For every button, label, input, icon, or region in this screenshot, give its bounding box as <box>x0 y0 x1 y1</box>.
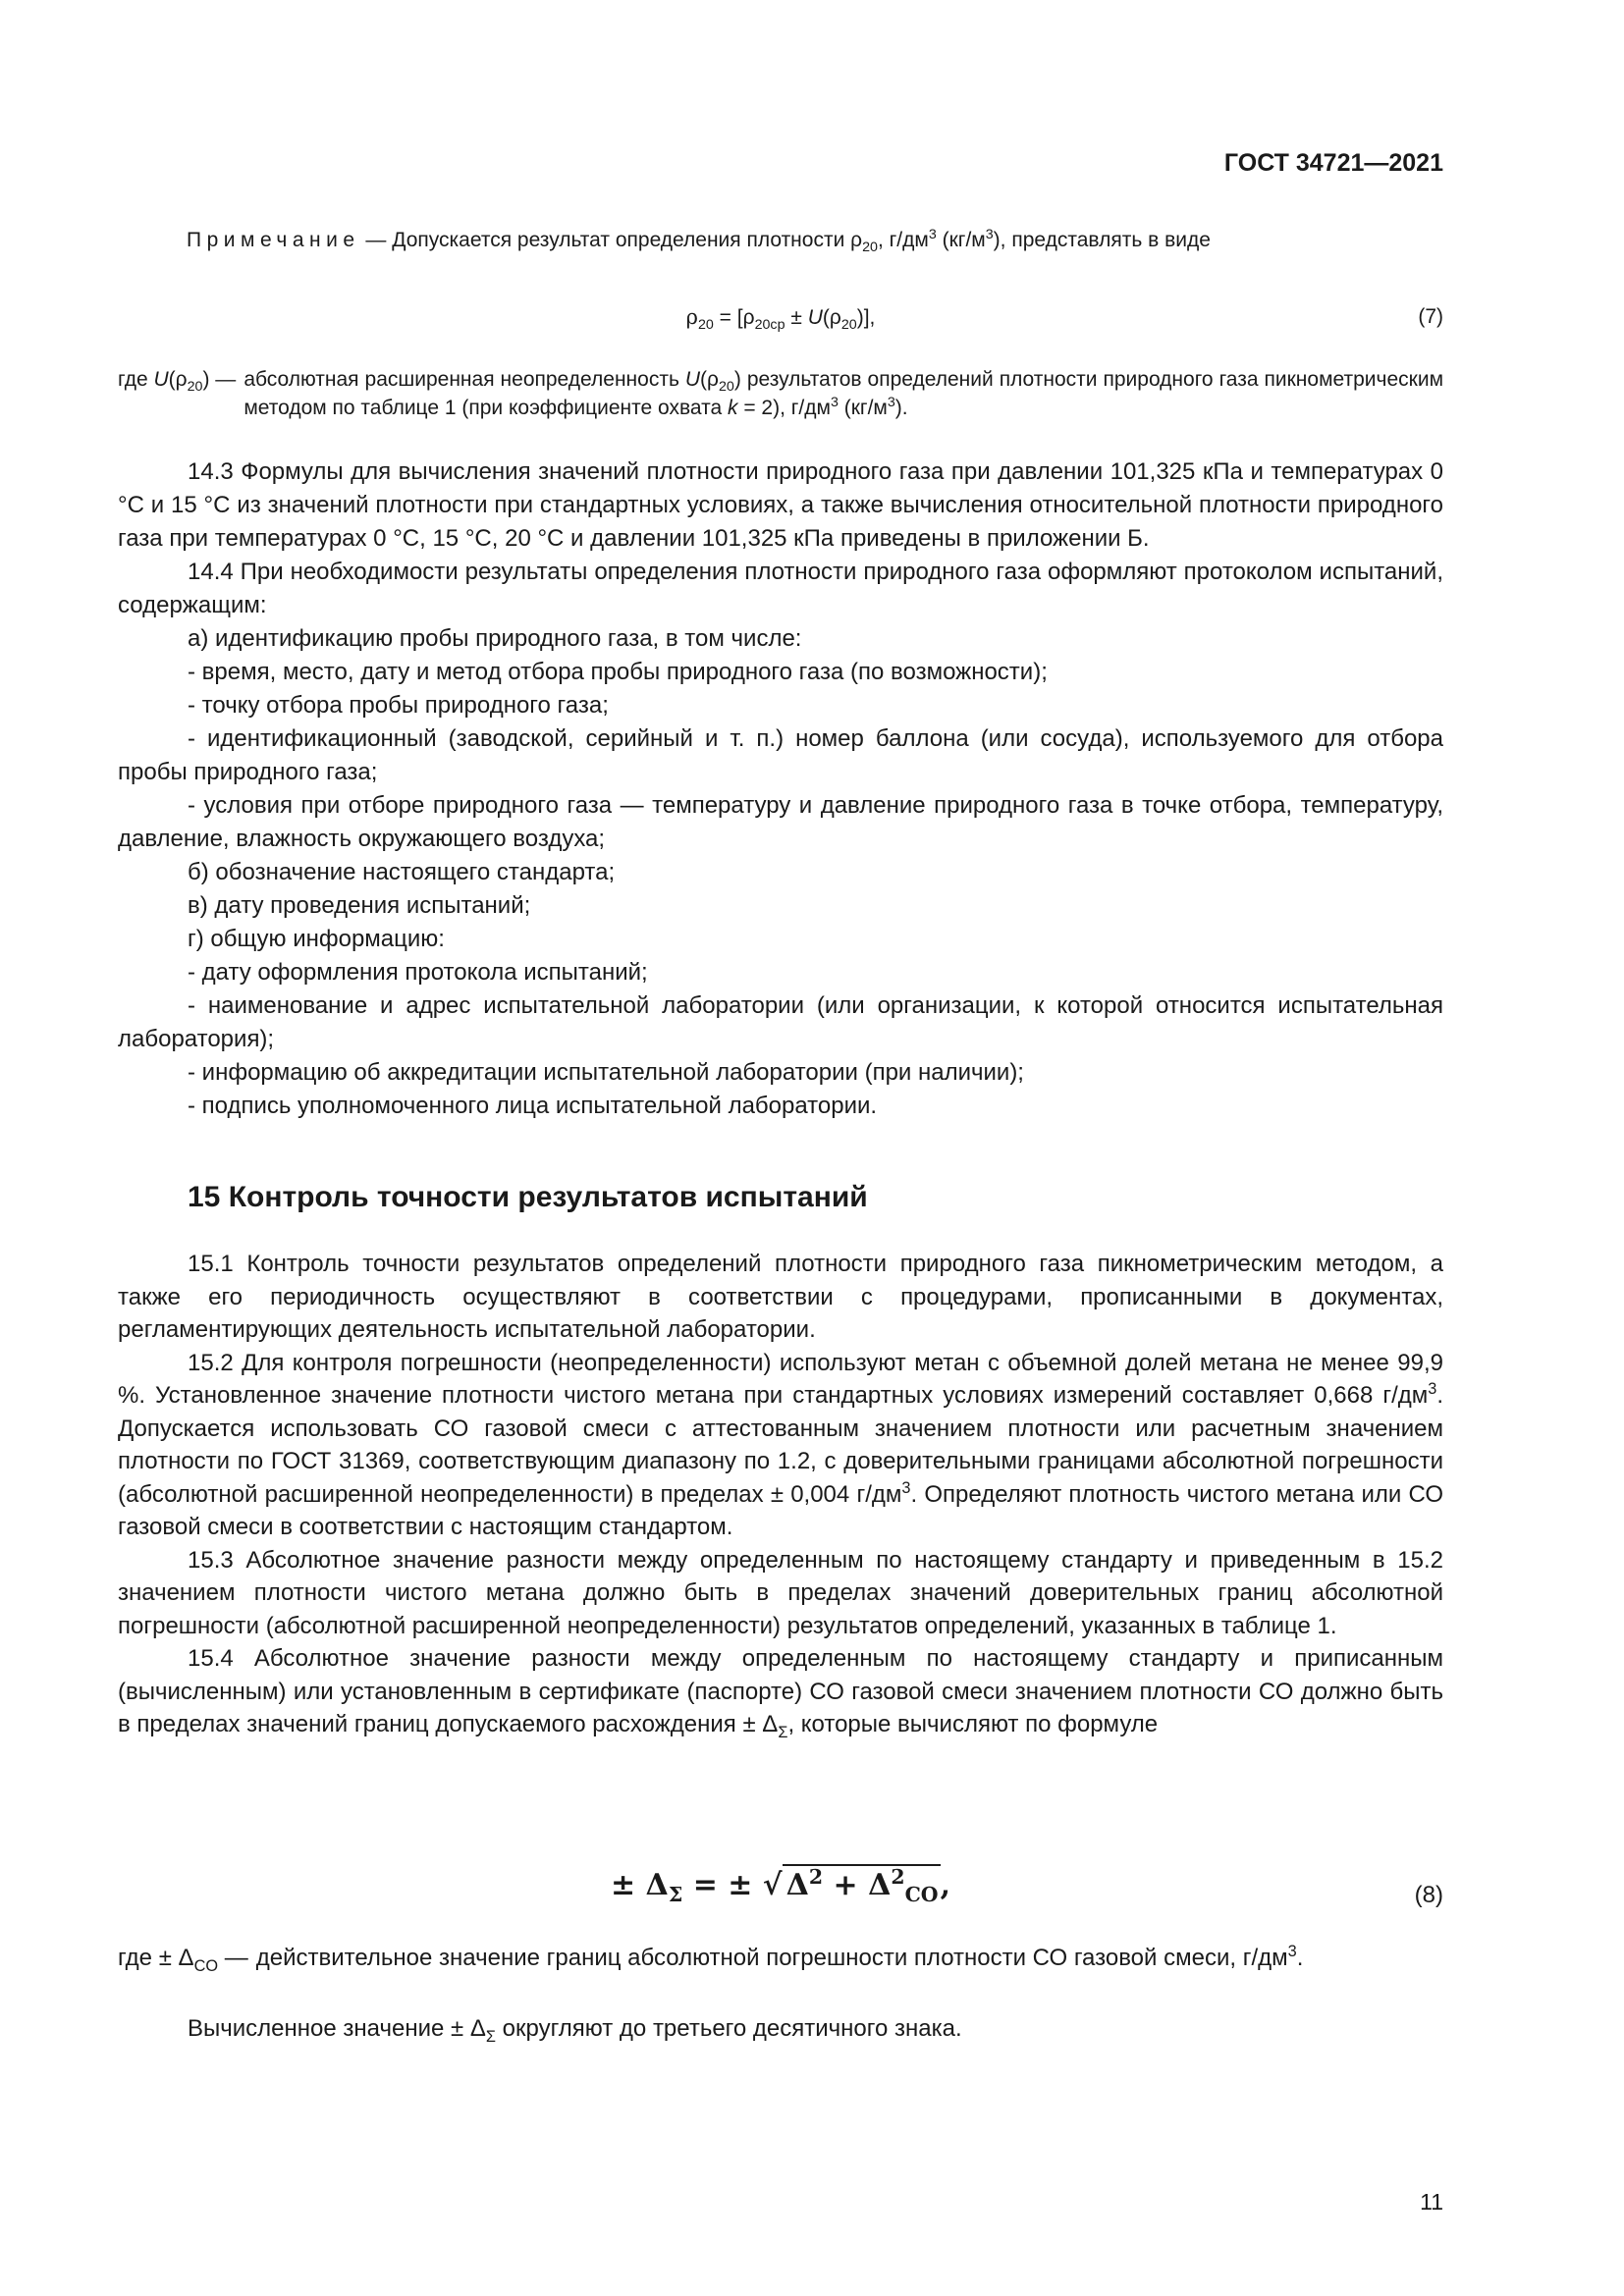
paragraph-14-3: 14.3 Формулы для вычисления значений плотности природного газа при давлении 101,325 кПа и температурах 0 °С и 15 °С из значений плотности при стандартных условиях, а также вычисления относительной плотности природного газа при температурах 0 °С, 15 °С, 20 °С и давлении 101,325 кПа приведены в приложении Б. <box>118 458 1443 552</box>
list-item: - дату оформления протокола испытаний; <box>188 959 648 986</box>
list-item: б) обозначение настоящего стандарта; <box>188 859 616 885</box>
where-explanation-delta-co <box>118 1942 1443 1974</box>
paragraph-14-4: 14.4 При необходимости результаты определения плотности природного газа оформляют протоколом испытаний, содержащим: <box>118 559 1443 618</box>
section-14-body <box>118 455 1443 1123</box>
list-item: в) дату проведения испытаний; <box>188 892 531 919</box>
list-item: - наименование и адрес испытательной лаборатории (или организации, к которой относится испытательная лаборатория); <box>118 992 1443 1052</box>
formula-7-number: (7) <box>1418 305 1443 328</box>
note-text-c: (кг/м <box>936 229 986 251</box>
list-item: - время, место, дату и метод отбора пробы природного газа (по возможности); <box>188 659 1048 685</box>
list-item: - подпись уполномоченного лица испытательной лаборатории. <box>188 1093 878 1119</box>
list-item: - идентификационный (заводской, серийный и т. п.) номер баллона (или сосуда), используемого для отбора пробы природного газа; <box>118 725 1443 785</box>
formula-8-expression: ± $\Delta_\Sigma$ = ± √ $\Delta^2 + \Delta^2_{CO}$, <box>610 1865 951 1906</box>
formula-7-expression: $\rho_{20} = [\rho_{20ср} \pm U(\rho_{20})]$, <box>685 305 876 334</box>
formula-8-number: (8) <box>1414 1882 1443 1908</box>
list-item: - информацию об аккредитации испытательной лаборатории (при наличии); <box>188 1059 1024 1086</box>
page-number: 11 <box>1420 2189 1443 2215</box>
note-sup-b: 3 <box>928 227 937 242</box>
list-item: - точку отбора пробы природного газа; <box>188 692 609 719</box>
note-sup-c: 3 <box>985 227 994 242</box>
list-item: - условия при отборе природного газа — температуру и давление природного газа в точке отбора, температуру, давление, влажность окружающего воздуха; <box>118 792 1443 852</box>
note-text-d: ), представлять в виде <box>993 229 1211 251</box>
note-sub-a: 20 <box>862 240 878 256</box>
where-u-label: где $U(\rho_{20})$ — <box>118 368 237 396</box>
paragraph-15-3: 15.3 Абсолютное значение разности между определенным по настоящему стандарту и приведенным в 15.2 значением плотности чистого метана должно быть в пределах значений доверительных границ абсолютной погрешности (абсолютной расширенной неопределенности) результатов определений, указанных в таблице 1. <box>118 1546 1443 1639</box>
rounding-note: Вычисленное значение ± $\Delta_\Sigma$ округляют до третьего десятичного знака. <box>188 2015 962 2046</box>
note-text-b: , г/дм <box>877 229 929 251</box>
paragraph-15-2: 15.2 Для контроля погрешности (неопределенности) используют метан с объемной долей метана не менее 99,9 %. Установленное значение плотности чистого метана при стандартных условиях измерений составляет 0,668 $г/дм^3$. Допускается использовать СО газовой смеси с аттестованным значением плотности или расчетным значением плотности по ГОСТ 31369, соответствующим диапазону по 1.2, с доверительными границами абсолютной погрешности (абсолютной расширенной неопределенности) в пределах ± 0,004 $г/дм^3$. Определяют плотность чистого метана или СО газовой смеси в соответствии с настоящим стандартом. <box>118 1349 1443 1540</box>
note-label: Примечание <box>187 229 360 251</box>
note-paragraph <box>187 227 1443 256</box>
square-root-icon: √ <box>762 1868 783 1902</box>
formula-8 <box>118 1862 1443 1921</box>
list-item: г) общую информацию: <box>188 926 445 952</box>
note-text-a: — Допускается результат определения плотности ρ <box>359 229 863 251</box>
where-delta-co-text: действительное значение границ абсолютной погрешности плотности СО газовой смеси, $г/дм^3$. <box>255 1943 1304 1971</box>
paragraph-15-1: 15.1 Контроль точности результатов определений плотности природного газа пикнометрическим методом, а также его периодичность осуществляют в соответствии с процедурами, прописанными в документах, регламентирующих деятельность испытательной лаборатории. <box>118 1251 1443 1343</box>
section-15-heading: 15 Контроль точности результатов испытаний <box>188 1181 868 1213</box>
where-u-text: абсолютная расширенная неопределенность $U(\rho_{20})$ результатов определений плотности природного газа пикнометрическим методом по таблице 1 (при коэффициенте охвата k = 2), $г/дм^3$ $(кг/м^3)$. <box>244 368 1443 419</box>
where-explanation-u <box>118 365 1443 422</box>
paragraph-15-4: 15.4 Абсолютное значение разности между определенным по настоящему стандарту и приписанным (вычисленным) или установленным в сертификате (паспорте) СО газовой смеси значением плотности СО должно быть в пределах значений границ допускаемого расхождения ± $\Delta_\Sigma$, которые вычисляют по формуле <box>118 1645 1443 1741</box>
list-item: а) идентификацию пробы природного газа, в том числе: <box>188 625 802 652</box>
formula-7 <box>118 305 1443 335</box>
document-code: ГОСТ 34721—2021 <box>1223 149 1443 177</box>
where-delta-co-label: где ± $\Delta_{CO}$ — <box>118 1945 248 1975</box>
radicand: $\Delta^2 + \Delta^2_{CO}$ <box>783 1864 941 1902</box>
section-15-body <box>118 1248 1443 1741</box>
